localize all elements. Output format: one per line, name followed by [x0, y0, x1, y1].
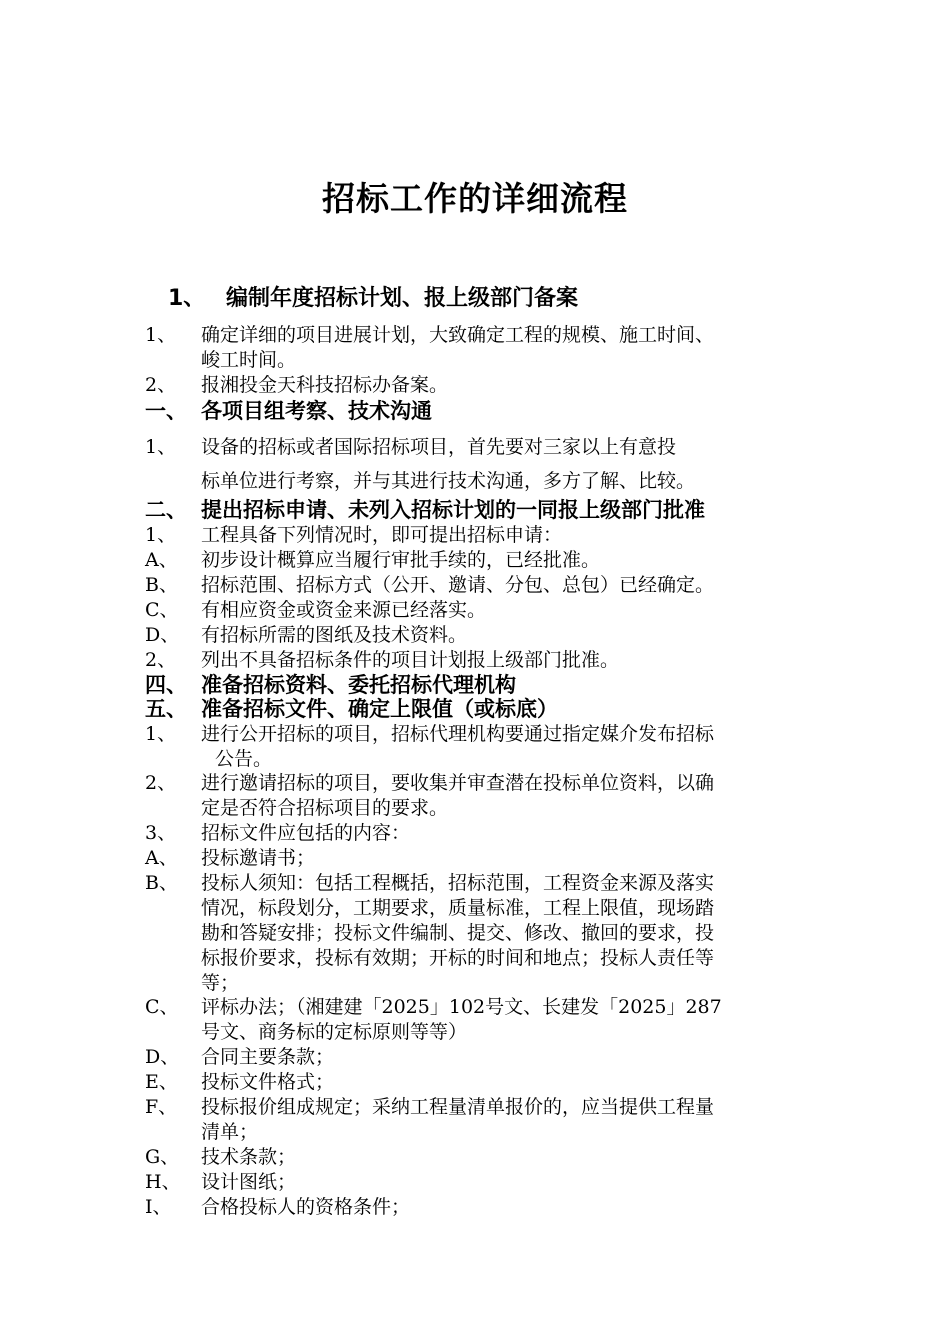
item-line: 评标办法；（湘建建「2025」102号文、长建发「2025」287: [201, 996, 722, 1018]
item-text: 招标范围、招标方式（公开、邀请、分包、总包）已经确定。: [201, 574, 715, 596]
section-title: 各项目组考察、技术沟通: [201, 399, 432, 423]
item-text: 有相应资金或资金来源已经落实。: [201, 599, 487, 621]
item-line: 号文、商务标的定标原则等等）: [201, 1021, 468, 1043]
item-text: 列出不具备招标条件的项目计划报上级部门批准。: [201, 649, 620, 671]
item-number: 1、: [145, 324, 177, 346]
item-text: 招标文件应包括的内容：: [201, 822, 411, 844]
item-text: [201, 430, 841, 498]
item-text: [201, 323, 813, 373]
item-number: F、: [145, 1096, 178, 1118]
item-number: 1、: [145, 436, 177, 458]
item-line: 确定详细的项目进展计划，大致确定工程的规模、施工时间、: [201, 324, 715, 346]
item-text: 设计图纸；: [201, 1171, 297, 1193]
section-number: 五、: [145, 697, 187, 721]
item-line: 峻工时间。: [201, 349, 297, 371]
item-number: 1、: [145, 723, 177, 745]
item-number: C、: [145, 599, 179, 621]
item-text: [201, 871, 813, 996]
item-number: I、: [145, 1196, 172, 1218]
item-line: 公告。: [215, 748, 273, 770]
section-number: 1、: [168, 286, 206, 311]
item-text: 报湘投金天科技招标办备案。: [201, 374, 449, 396]
item-text: 合同主要条款；: [201, 1046, 335, 1068]
item-line: 投标人须知：包括工程概括，招标范围，工程资金来源及落实: [201, 872, 715, 894]
item-text: 初步设计概算应当履行审批手续的，已经批准。: [201, 549, 601, 571]
item-number: D、: [145, 1046, 180, 1068]
item-line: 设备的招标或者国际招标项目，首先要对三家以上有意投: [201, 436, 677, 458]
section-number: 一、: [145, 399, 187, 423]
item-line: 进行公开招标的项目，招标代理机构要通过指定媒介发布招标: [201, 723, 715, 745]
item-number: D、: [145, 624, 180, 646]
section-title: 编制年度招标计划、报上级部门备案: [226, 286, 579, 311]
item-number: G、: [145, 1146, 180, 1168]
item-number: A、: [145, 549, 178, 571]
section-title: 准备招标资料、委托招标代理机构: [201, 673, 516, 697]
item-number: H、: [145, 1171, 181, 1193]
item-number: C、: [145, 996, 179, 1018]
item-text: 投标邀请书；: [201, 847, 316, 869]
section-number: 二、: [145, 498, 187, 522]
item-line: 定是否符合招标项目的要求。: [201, 797, 449, 819]
item-text: 技术条款；: [201, 1146, 297, 1168]
item-number: A、: [145, 847, 178, 869]
item-number: 3、: [145, 822, 177, 844]
item-number: 2、: [145, 649, 177, 671]
item-line: 等；: [201, 972, 240, 994]
section-number: 四、: [145, 673, 187, 697]
item-number: 2、: [145, 374, 177, 396]
item-line: 投标报价组成规定；采纳工程量清单报价的，应当提供工程量: [201, 1096, 715, 1118]
item-text: [201, 722, 813, 772]
item-line: 情况，标段划分，工期要求，质量标准，工程上限值，现场踏: [201, 897, 715, 919]
item-line: 勘和答疑安排；投标文件编制、提交、修改、撤回的要求，投: [201, 922, 715, 944]
item-text: 工程具备下列情况时，即可提出招标申请：: [201, 524, 563, 546]
item-line: 清单；: [201, 1121, 259, 1143]
item-number: E、: [145, 1071, 178, 1093]
item-number: B、: [145, 574, 178, 596]
item-number: 2、: [145, 772, 177, 794]
item-number: B、: [145, 872, 178, 894]
item-text: [201, 1095, 813, 1145]
section-title: 提出招标申请、未列入招标计划的一同报上级部门批准: [201, 498, 705, 522]
item-text: 有招标所需的图纸及技术资料。: [201, 624, 468, 646]
item-line: 进行邀请招标的项目，要收集并审查潜在投标单位资料，以确: [201, 772, 715, 794]
item-text: [201, 771, 813, 821]
item-line: 标单位进行考察，并与其进行技术沟通，多方了解、比较。: [201, 470, 696, 492]
document-title: 招标工作的详细流程: [322, 179, 628, 218]
item-number: 1、: [145, 524, 177, 546]
item-line: 标报价要求，投标有效期；开标的时间和地点；投标人责任等: [201, 947, 715, 969]
item-text: [201, 995, 813, 1045]
item-text: 投标文件格式；: [201, 1071, 335, 1093]
item-text: 合格投标人的资格条件；: [201, 1196, 411, 1218]
section-title: 准备招标文件、确定上限值（或标底）: [201, 697, 558, 721]
